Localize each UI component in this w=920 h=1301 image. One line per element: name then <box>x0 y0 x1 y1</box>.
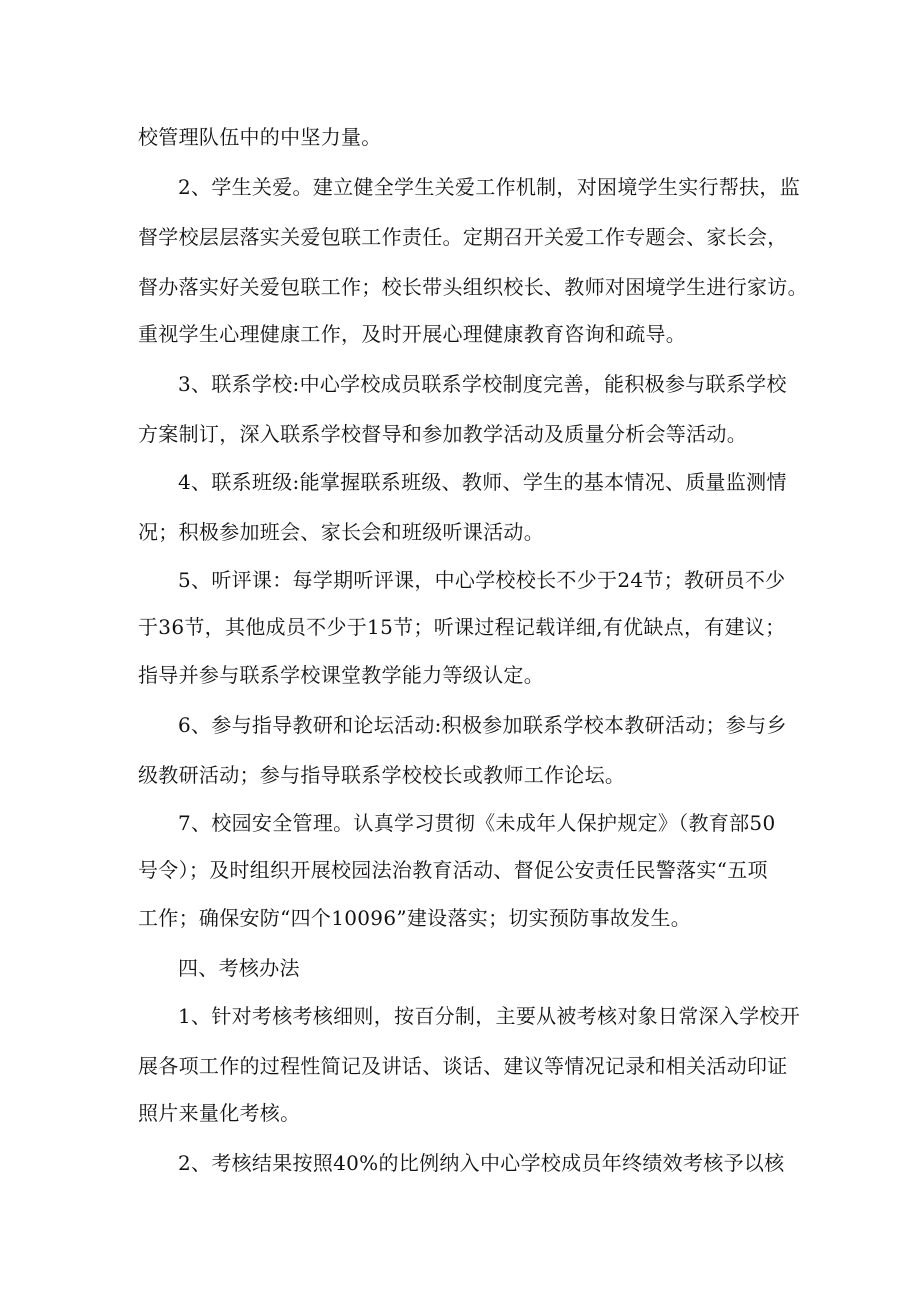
text-line-4: 督办落实好关爱包联工作；校长带头组织校长、教师对困境学生进行家访。 <box>138 275 808 299</box>
text-line-15: 7、校园安全管理。认真学习贯彻《未成年人保护规定》（教育部50 <box>178 811 776 835</box>
text-line-13: 6、参与指导教研和论坛活动:积极参加联系学校本教研活动；参与乡 <box>178 713 787 737</box>
text-line-5: 重视学生心理健康工作，及时开展心理健康教育咨询和疏导。 <box>138 322 687 346</box>
text-line-2: 2、学生关爱。建立健全学生关爱工作机制，对困境学生实行帮扶，监 <box>178 175 801 199</box>
text-line-12: 指导并参与联系学校课堂教学能力等级认定。 <box>138 663 544 687</box>
text-line-7: 方案制订，深入联系学校督导和参加教学活动及质量分析会等活动。 <box>138 422 747 446</box>
text-line-11: 于36节，其他成员不少于15节；听课过程记载详细,有优缺点，有建议； <box>138 615 786 639</box>
text-line-3: 督学校层层落实关爱包联工作责任。定期召开关爱工作专题会、家长会， <box>138 225 788 249</box>
section-heading: 四、考核办法 <box>178 956 300 980</box>
text-line-9: 况；积极参加班会、家长会和班级听课活动。 <box>138 520 544 544</box>
text-line-8: 4、联系班级:能掌握联系班级、教师、学生的基本情况、质量监测情 <box>178 470 787 494</box>
text-line-17: 工作；确保安防“四个10096”建设落实；切实预防事故发生。 <box>138 906 692 930</box>
text-line-1: 校管理队伍中的中坚力量。 <box>138 125 382 149</box>
text-line-20: 展各项工作的过程性简记及讲话、谈话、建议等情况记录和相关活动印证 <box>138 1054 788 1078</box>
text-line-21: 照片来量化考核。 <box>138 1101 301 1125</box>
text-line-22: 2、考核结果按照40%的比例纳入中心学校成员年终绩效考核予以核 <box>178 1151 785 1175</box>
text-line-10: 5、听评课：每学期听评课，中心学校校长不少于24节；教研员不少 <box>178 568 786 592</box>
text-line-19: 1、针对考核考核细则，按百分制，主要从被考核对象日常深入学校开 <box>178 1004 801 1028</box>
text-line-16: 号令）；及时组织开展校园法治教育活动、督促公安责任民警落实“五项 <box>138 858 768 882</box>
text-line-6: 3、联系学校:中心学校成员联系学校制度完善，能积极参与联系学校 <box>178 372 787 396</box>
text-line-14: 级教研活动；参与指导联系学校校长或教师工作论坛。 <box>138 763 626 787</box>
